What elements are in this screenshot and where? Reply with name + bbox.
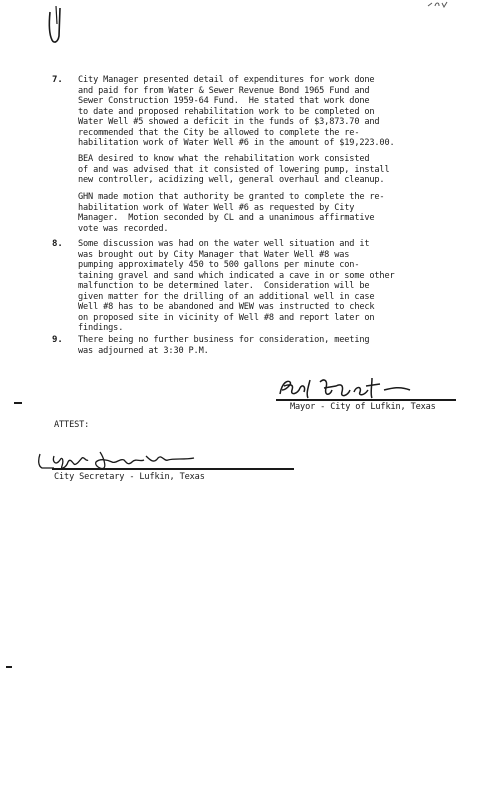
secretary-caption: City Secretary - Lufkin, Texas bbox=[54, 472, 205, 482]
text-line: Some discussion was had on the water well situation and it bbox=[78, 239, 370, 249]
attest-label: ATTEST: bbox=[54, 420, 90, 430]
text-line: was adjourned at 3:30 P.M. bbox=[78, 345, 209, 356]
text-line: and paid for from Water & Sewer Revenue Bond 1965 Fund and bbox=[78, 85, 370, 96]
corner-stamp-icon bbox=[426, 0, 452, 10]
handwritten-mark-icon bbox=[40, 4, 72, 48]
text-line: Water Well #5 showed a deficit in the funds of $3,873.70 and bbox=[78, 117, 380, 127]
mayor-caption: Mayor - City of Lufkin, Texas bbox=[290, 402, 436, 412]
text-line: BEA desired to know what the rehabilitation work consisted bbox=[78, 154, 370, 164]
text-line: recommended that the City be allowed to complete the re- bbox=[78, 127, 360, 138]
text-line: findings. bbox=[78, 323, 124, 333]
text-line: of and was advised that it consisted of lowering pump, install bbox=[78, 164, 390, 175]
text-line: on proposed site in vicinity of Well #8 and report later on bbox=[78, 312, 375, 323]
mayor-signature-line bbox=[276, 399, 456, 401]
text-line: was brought out by City Manager that Water Well #8 was bbox=[78, 249, 350, 260]
text-line: taining gravel and sand which indicated a cave in or some other bbox=[78, 270, 395, 281]
text-line: There being no further business for consideration, meeting bbox=[78, 335, 370, 345]
text-line: pumping approximately 450 to 500 gallons per minute con- bbox=[78, 260, 360, 270]
text-line: GHN made motion that authority be granted to complete the re- bbox=[78, 192, 385, 202]
item-number: 8. bbox=[52, 239, 63, 249]
text-line: Well #8 has to be abandoned and WEW was instructed to check bbox=[78, 302, 375, 312]
text-line: to date and proposed rehabilitation work to be completed on bbox=[78, 106, 375, 117]
text-line: Manager. Motion seconded by CL and a unanimous affirmative bbox=[78, 213, 375, 223]
secretary-signature-line bbox=[52, 468, 294, 470]
text-line: City Manager presented detail of expenditures for work done bbox=[78, 75, 375, 85]
item-number: 7. bbox=[52, 75, 63, 85]
text-line: vote was recorded. bbox=[78, 223, 169, 234]
text-line: habilitation work of Water Well #6 in the amount of $19,223.00. bbox=[78, 138, 395, 148]
item-number: 9. bbox=[52, 335, 63, 345]
text-line: habilitation work of Water Well #6 as requested by City bbox=[78, 202, 355, 213]
text-line: new controller, acidizing well, general overhaul and cleanup. bbox=[78, 175, 385, 185]
text-line: malfunction to be determined later. Consideration will be bbox=[78, 281, 370, 291]
text-line: Sewer Construction 1959-64 Fund. He stated that work done bbox=[78, 96, 370, 106]
margin-mark bbox=[14, 402, 22, 404]
text-line: given matter for the drilling of an additional well in case bbox=[78, 291, 375, 302]
margin-mark bbox=[6, 666, 12, 668]
